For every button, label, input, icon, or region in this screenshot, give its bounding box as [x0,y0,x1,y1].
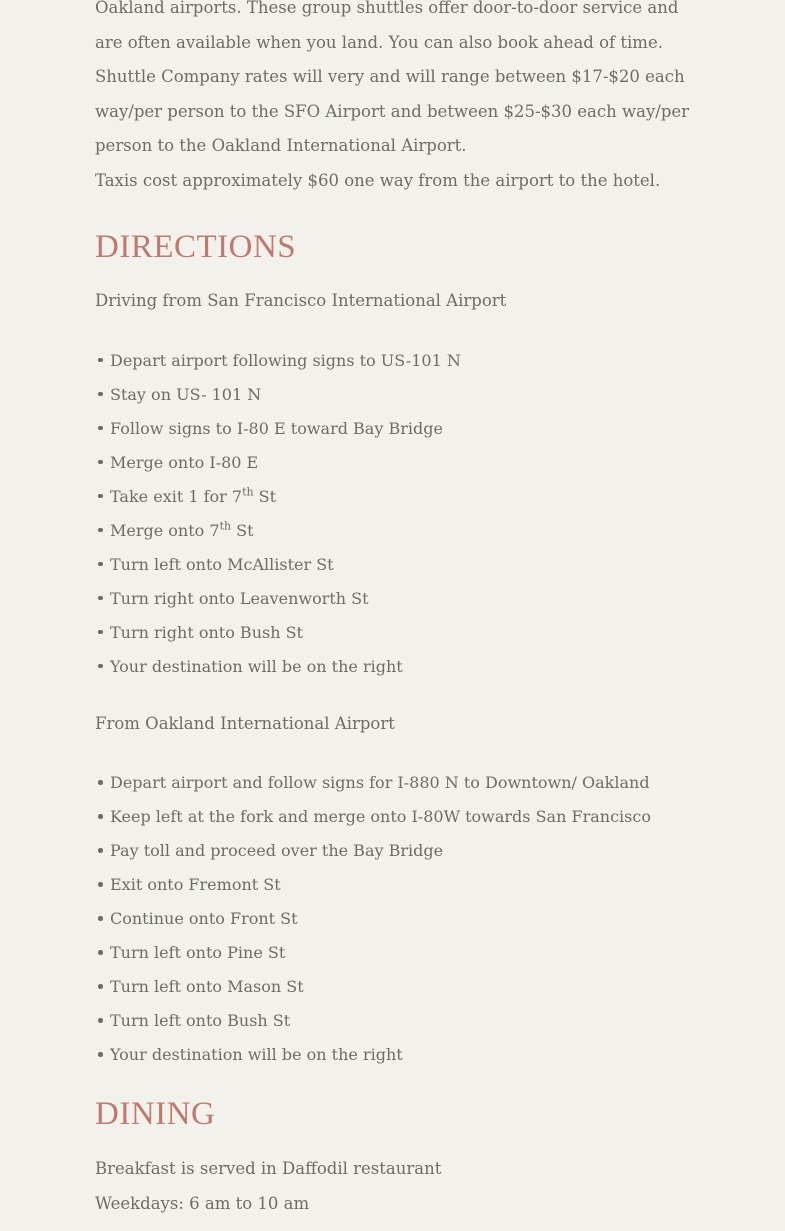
direction-step: Depart airport and follow signs for I-880 N to Downtown/ Oakland [95,772,695,793]
direction-step: Your destination will be on the right [95,656,695,677]
direction-step: Pay toll and proceed over the Bay Bridge [95,840,695,861]
direction-step: Exit onto Fremont St [95,874,695,895]
direction-step: Your destination will be on the right [95,1044,695,1065]
direction-step: Turn left onto Mason St [95,976,695,997]
article-body [95,0,695,1221]
direction-step: Turn left onto Bush St [95,1010,695,1031]
ordinal-superscript: th [242,485,254,499]
dining-breakfast-line: Breakfast is served in Daffodil restaurant [95,1159,442,1178]
sfo-directions-list [95,350,695,677]
direction-step: Follow signs to I-80 E toward Bay Bridge [95,418,695,439]
direction-step: Turn right onto Bush St [95,622,695,643]
dining-hours-line: Weekdays: 6 am to 10 am [95,1193,310,1213]
direction-step: Depart airport following signs to US-101 N [95,350,695,371]
dining-section-heading: DINING [95,1096,216,1132]
ordinal-superscript: th [219,519,232,533]
direction-step: Turn right onto Leavenworth St [95,588,695,609]
direction-step: Keep left at the fork and merge onto I-80W towards San Francisco [95,806,695,827]
oakland-directions-list [95,772,695,1065]
direction-step: Continue onto Front St [95,908,695,929]
direction-step: Merge onto I-80 E [95,452,695,473]
direction-step: Merge onto 7th St [95,520,695,541]
taxi-info-paragraph: Taxis cost approximately $60 one way from the airport to the hotel. [95,170,661,190]
direction-step: Take exit 1 for 7th St [95,486,695,507]
sfo-directions-subtitle: Driving from San Francisco International Airport [95,291,507,310]
direction-step: Turn left onto McAllister St [95,554,695,575]
direction-step: Stay on US- 101 N [95,384,695,405]
shuttle-info-paragraph: Oakland airports. These group shuttles offer door-to-door service and are often available when you land. You can also book ahead of time. Shuttle Company rates will very and will range between $17-$20 each way/per person to the SFO Airport and between $25-$30 each way/per person to the Oakland International Airport. [95,0,690,155]
directions-section-heading: DIRECTIONS [95,229,297,265]
direction-step: Turn left onto Pine St [95,942,695,963]
oakland-directions-subtitle: From Oakland International Airport [95,713,395,733]
